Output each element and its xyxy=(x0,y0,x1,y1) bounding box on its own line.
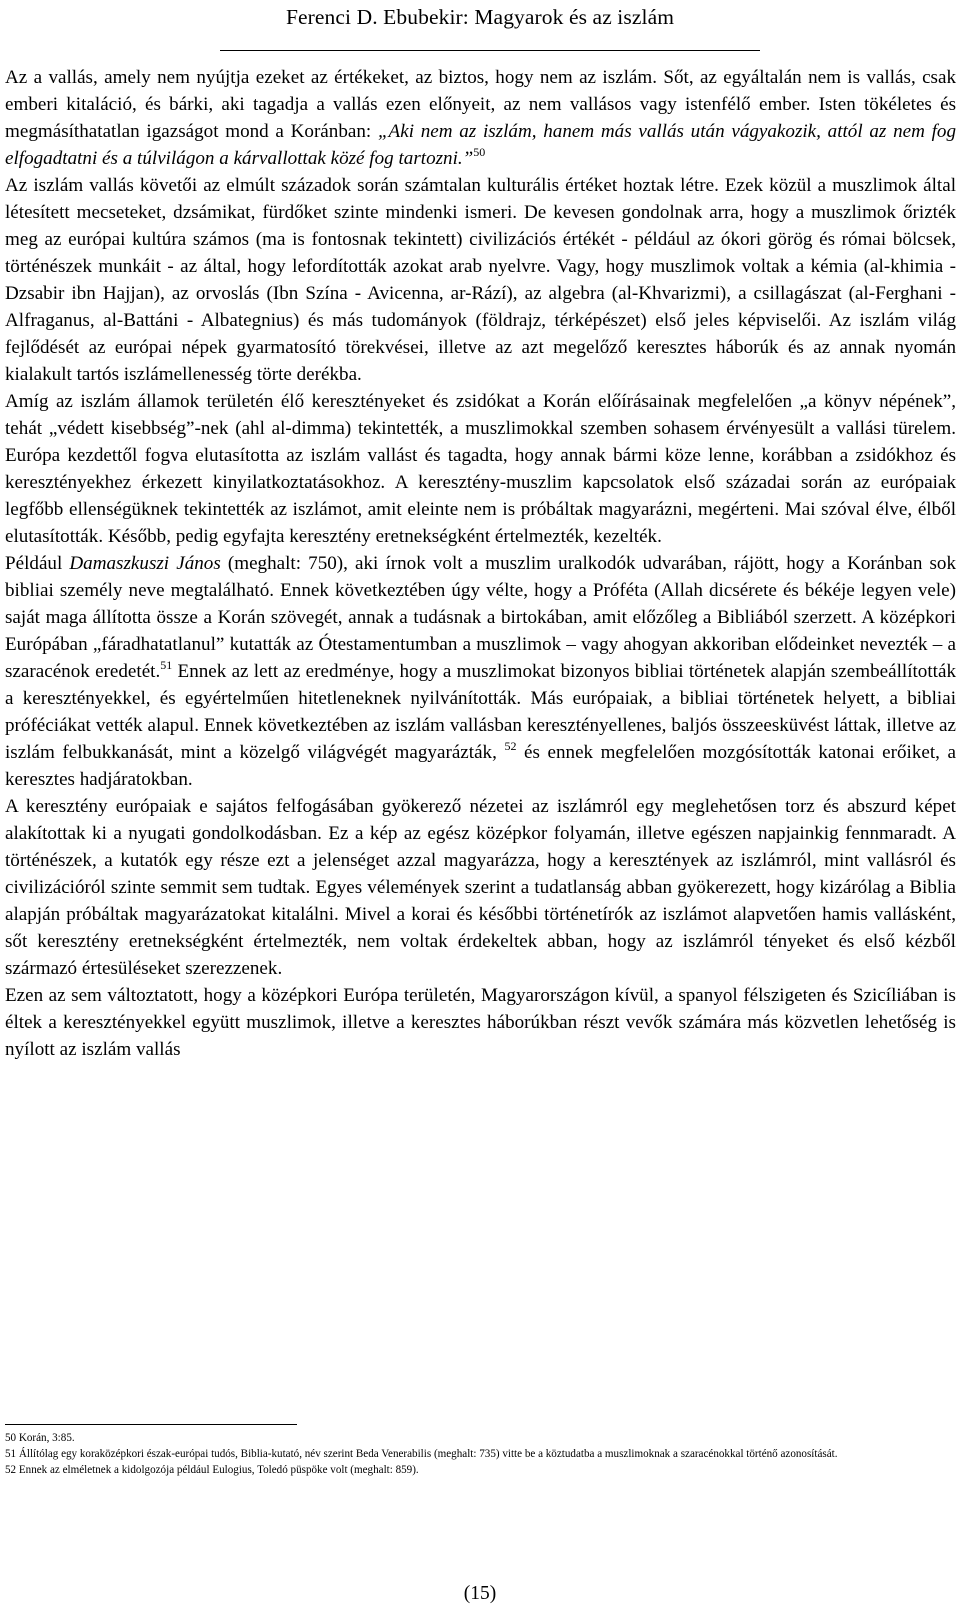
running-header: Ferenci D. Ebubekir: Magyarok és az iszlám xyxy=(285,5,675,29)
footnotes xyxy=(5,1430,956,1478)
paragraph-3: Amíg az iszlám államok területén élő keresztényeket és zsidókat a Korán előírásainak megfelelően „a könyv népének”, tehát „védett kisebbség”-nek (ahl al-dimma) tekintették, a muszlimokkal szemben sohasem érvényesült a vallási türelem. Európa kezdettől fogva elutasította az iszlám vallást és tagadta, hogy annak bármi köze lenne, korábban a zsidókhoz és keresztényekhez érkezett kinyilatkoztatásokhoz. A keresztény-muszlim kapcsolatok első századai során az európaiak legfőbb ellenségüknek tekintették az iszlámot, amit eleinte nem is próbáltak magyarázni, megérteni. Mai szóval élve, élből elutasították. Később, pedig egyfajta keresztény eretnekségként értelmezték, kezelték. xyxy=(5,391,956,547)
footnote-ref-51[interactable]: 51 xyxy=(160,658,173,672)
footnote-52: 52 Ennek az elméletnek a kidolgozója például Eulogius, Toledó püspöke volt (meghalt: 859). xyxy=(5,1464,419,1476)
footnote-ref-52[interactable]: 52 xyxy=(504,739,517,753)
paragraph-4: Például Damaszkuszi János (meghalt: 750), aki írnok volt a muszlim uralkodók udvarában, rájött, hogy a Koránban sok bibliai személy neve megtalálható. Ennek következtében úgy vélte, hogy a Próféta (Allah dicsérete és békéje legyen vele) saját maga állította össze a Korán szövegét, annak a tudásnak a birtokában, amit előzőleg a Bibliából szerzett. A középkori Európában „fáradhatatlanul” kutatták az Ótestamentumban a muszlimok – vagy ahogyan akkoriban elődeinket nevezték – a szaracénok eredetét.$^{51}$ Ennek az lett az eredménye, hogy a muszlimokat bizonyos bibliai történetek alapján szembeállították a keresztényekkel, és egyértelműen hitetleneknek nyilvánították. Más európaiak, a bibliai történetek helyett, a bibliai próféciákat vették alapul. Ennek következtében az iszlám vallásban keresztényellenes, baljós összeesküvést láttak, illetve az iszlám felbukkanását, mint a közelgő világvégét magyarázták, $^{52}$ és ennek megfelelően mozgósították katonai erőiket, a keresztes hadjáratokban. xyxy=(5,553,957,790)
footnote-50: 50 Korán, 3:85. xyxy=(5,1432,75,1444)
person-name: Damaszkuszi János xyxy=(69,553,221,574)
header-rule xyxy=(220,50,760,51)
page-number: (15) xyxy=(463,1583,497,1604)
koran-quote: „Aki nem az iszlám, hanem más vallás után vágyakozik, attól az nem fog elfogadtatni és a túlvilágon a kárvallottak közé fog tartozni.” xyxy=(5,121,957,169)
footnote-51: 51 Állítólag egy koraközépkori észak-európai tudós, Biblia-kutató, név szerint Beda Venerabilis (meghalt: 735) vitte be a köztudatba a muszlimoknak a szaracénokkal történő azonosítását. xyxy=(5,1448,838,1460)
footnote-ref-50[interactable]: 50 xyxy=(473,145,486,159)
footnote-rule xyxy=(5,1424,297,1425)
paragraph-2: Az iszlám vallás követői az elmúlt századok során számtalan kulturális értéket hoztak létre. Ezek közül a muszlimok által létesített mecseteket, dzsámikat, fürdőket szinte mindenki ismeri. De kevesen gondolnak arra, hogy a muszlimok őrizték meg az európai kultúra számos (ma is fontosnak tekintett) civilizációs értékét - például az ókori görög és római bölcsek, történészek munkáit - az által, hogy lefordították azokat arab nyelvre. Vagy, hogy muszlimok voltak a kémia (al-khimia - Dzsabir ibn Hajjan), az orvoslás (Ibn Szína - Avicenna, ar-Rází), az algebra (al-Khvarizmi), a csillagászat (al-Ferghani - Alfraganus, al-Battáni - Albategnius) és más tudományok (földrajz, térképészet) első jeles képviselői. Az iszlám világ fejlődését az európai népek gyarmatosító törekvései, illetve az azt megelőző keresztes háborúk és az annak nyomán kialakult tartós iszlámellenesség törte derékba. xyxy=(5,175,956,385)
paragraph-1: Az a vallás, amely nem nyújtja ezeket az értékeket, az biztos, hogy nem az iszlám. Sőt, az egyáltalán nem is vallás, csak emberi kitaláció, és bárki, aki tagadja a vallás ezen előnyeit, az nem vallásos vagy istenfélő ember. Isten tökéletes és megmásíthatatlan igazságot mond a Koránban: „Aki nem az iszlám, hanem más vallás után vágyakozik, attól az nem fog elfogadtatni és a túlvilágon a kárvallottak közé fog tartozni.”$^{50}$ xyxy=(5,67,957,169)
paragraph-5: A keresztény európaiak e sajátos felfogásában gyökerező nézetei az iszlámról egy meglehetősen torz és abszurd képet alakítottak ki a nyugati gondolkodásban. Ez a kép az egész középkor folyamán, illetve egészen napjainkig fennmaradt. A történészek, a kutatók egy része ezt a jelenséget azzal magyarázza, hogy a keresztények az iszlámról, mint vallásról és civilizációról szinte semmit sem tudtak. Egyes vélemények szerint a tudatlanság abban gyökerezett, hogy kizárólag a Biblia alapján próbáltak magyarázatokat kitalálni. Mivel a korai és későbbi történetírók az iszlámot alapvetően hamis vallásként, sőt keresztény eretnekségként értelmezték, nem voltak érdekeltek abban, hogy az iszlámról tényeket és első kézből származó értesüléseket szerezzenek. xyxy=(5,796,956,979)
paragraph-6: Ezen az sem változtatott, hogy a középkori Európa területén, Magyarországon kívül, a spanyol félszigeten és Szicíliában is éltek a keresztényekkel együtt muszlimok, illetve a keresztes háborúkban részt vevők számára más közvetlen lehetőség is nyílott az iszlám vallás xyxy=(5,985,956,1060)
body-text xyxy=(5,64,956,1063)
